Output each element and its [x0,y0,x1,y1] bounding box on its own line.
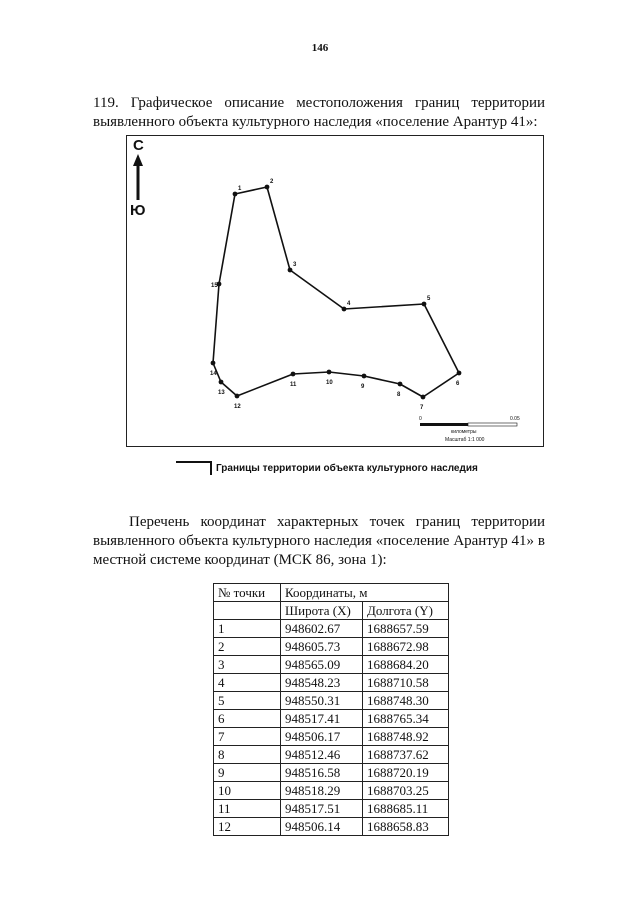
table-row [214,692,449,710]
boundary-point [421,395,426,400]
cell-latitude: 948517.41 [281,710,363,728]
cell-point-number: 5 [214,692,281,710]
boundary-point [288,268,293,273]
header-latitude: Широта (X) [281,602,363,620]
boundary-point-label: 1 [238,186,242,192]
boundary-point [291,372,296,377]
cell-point-number: 12 [214,818,281,836]
boundary-point [342,307,347,312]
scale-end-label: 0.05 [510,416,520,422]
header-coordinates: Координаты, м [281,584,449,602]
boundary-map-svg [127,136,545,448]
heading-line: выявленного объекта культурного наследия «поселение Арантур 41»: [93,114,538,130]
cell-longitude: 1688657.59 [363,620,449,638]
cell-point-number: 8 [214,746,281,764]
cell-latitude: 948512.46 [281,746,363,764]
table-row [214,710,449,728]
cell-latitude: 948518.29 [281,782,363,800]
cell-longitude: 1688737.62 [363,746,449,764]
cell-longitude: 1688672.98 [363,638,449,656]
cell-point-number: 9 [214,764,281,782]
cell-point-number: 6 [214,710,281,728]
boundary-point [398,382,403,387]
scale-bar-segment [420,423,468,426]
scale-unit-label: километры [451,429,477,435]
scale-bar-segment [468,423,517,426]
cell-latitude: 948550.31 [281,692,363,710]
boundary-point-label: 4 [347,301,351,307]
header-point: № точки [214,584,281,602]
cell-longitude: 1688748.30 [363,692,449,710]
cell-longitude: 1688710.58 [363,674,449,692]
boundary-point [235,394,240,399]
table-row [214,620,449,638]
table-row [214,656,449,674]
scale-ratio-label: Масштаб 1:1 000 [445,437,485,443]
boundary-point [219,380,224,385]
cell-latitude: 948605.73 [281,638,363,656]
legend-line-symbol [176,461,212,475]
boundary-point-label: 14 [210,371,217,377]
boundary-point-label: 13 [218,390,225,396]
boundary-point-label: 8 [397,392,401,398]
scale-start-label: 0 [419,416,422,422]
table-row [214,818,449,836]
cell-latitude: 948506.17 [281,728,363,746]
boundary-point [327,370,332,375]
table-row [214,674,449,692]
compass [130,137,145,219]
boundary-point-label: 9 [361,384,365,390]
compass-arrow-icon [133,154,143,166]
boundary-map [126,135,544,447]
table-row [214,746,449,764]
compass-north-label: С [133,137,144,154]
paragraph-line: Перечень координат характерных точек границ территории [129,514,545,530]
heading-line: 119. Графическое описание местоположения границ территории [93,95,545,111]
boundary-point [211,361,216,366]
cell-latitude: 948506.14 [281,818,363,836]
boundary-point-label: 2 [270,179,274,185]
header-empty-cell [214,602,281,620]
table-row [214,782,449,800]
cell-longitude: 1688720.19 [363,764,449,782]
paragraph-line: местной системе координат (МСК 86, зона 1): [93,552,387,568]
boundary-point-label: 3 [293,262,297,268]
legend-label: Границы территории объекта культурного наследия [216,462,478,474]
boundary-polygon [213,187,459,397]
boundary-point [457,371,462,376]
cell-longitude: 1688748.92 [363,728,449,746]
section-heading [93,94,545,132]
map-legend [176,459,478,477]
table-header-row [214,584,449,602]
table-subheader-row [214,602,449,620]
cell-longitude: 1688684.20 [363,656,449,674]
boundary-point-label: 5 [427,296,431,302]
boundary-points [210,179,461,411]
boundary-point-label: 7 [420,405,424,411]
cell-longitude: 1688685.11 [363,800,449,818]
table-row [214,728,449,746]
boundary-point [265,185,270,190]
cell-point-number: 2 [214,638,281,656]
cell-latitude: 948548.23 [281,674,363,692]
boundary-point-label: 10 [326,380,333,386]
cell-longitude: 1688658.83 [363,818,449,836]
header-longitude: Долгота (Y) [363,602,449,620]
cell-latitude: 948565.09 [281,656,363,674]
scale-bar [419,416,520,443]
compass-south-label: Ю [130,202,146,219]
boundary-point [422,302,427,307]
cell-point-number: 1 [214,620,281,638]
coordinates-table [213,583,449,836]
cell-point-number: 10 [214,782,281,800]
table-row [214,800,449,818]
cell-point-number: 3 [214,656,281,674]
cell-longitude: 1688765.34 [363,710,449,728]
cell-point-number: 7 [214,728,281,746]
page-number: 146 [311,42,329,54]
boundary-point [233,192,238,197]
boundary-point-label: 6 [456,381,460,387]
coordinates-intro [93,513,545,570]
cell-point-number: 4 [214,674,281,692]
table-row [214,638,449,656]
boundary-point [362,374,367,379]
cell-longitude: 1688703.25 [363,782,449,800]
cell-latitude: 948517.51 [281,800,363,818]
cell-point-number: 11 [214,800,281,818]
cell-latitude: 948602.67 [281,620,363,638]
table-row [214,764,449,782]
boundary-point-label: 12 [234,404,241,410]
cell-latitude: 948516.58 [281,764,363,782]
paragraph-line: выявленного объекта культурного наследия «поселение Арантур 41» в [93,533,545,549]
boundary-point-label: 11 [290,382,297,388]
boundary-point-label: 15 [211,283,218,289]
